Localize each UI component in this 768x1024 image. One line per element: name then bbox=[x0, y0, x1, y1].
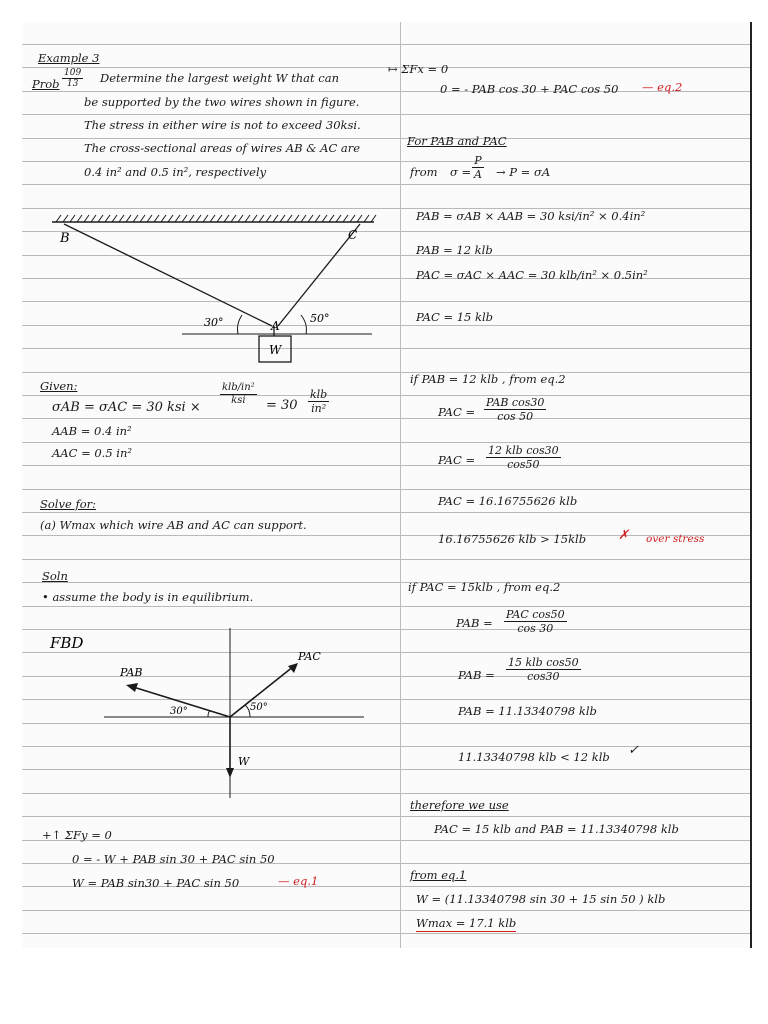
case2-compare: 11.13340798 klb < 12 klb bbox=[458, 750, 610, 764]
problem-line-1: Determine the largest weight W that can bbox=[100, 71, 339, 85]
hatch-mark bbox=[182, 215, 187, 222]
ruled-line bbox=[22, 489, 750, 490]
case2-fraction-2: 15 klb cos50 cos30 bbox=[508, 656, 579, 683]
case1-compare: 16.16755626 klb > 15klb bbox=[438, 532, 587, 546]
ruled-line bbox=[22, 114, 750, 115]
hatch-mark bbox=[273, 215, 278, 222]
hatch-mark bbox=[301, 215, 306, 222]
hatch-mark bbox=[189, 215, 194, 222]
ruled-line bbox=[22, 606, 750, 607]
hatch-mark bbox=[364, 215, 369, 222]
hatch-mark bbox=[112, 215, 117, 222]
angle-arc-left bbox=[238, 315, 243, 334]
sum-fx: ↦ ΣFx = 0 bbox=[388, 62, 449, 76]
for-heading: For PAB and PAC bbox=[407, 134, 507, 148]
case1-fraction-2: 12 klb cos30 cos50 bbox=[488, 444, 559, 471]
hatch-mark bbox=[91, 215, 96, 222]
hatch-mark bbox=[196, 215, 201, 222]
notebook-page bbox=[22, 22, 752, 948]
hatch-mark bbox=[322, 215, 327, 222]
w-calculation: W = (11.13340798 sin 30 + 15 sin 50 ) klb bbox=[416, 892, 666, 906]
free-body-diagram bbox=[42, 622, 372, 802]
hatch-mark bbox=[245, 215, 250, 222]
hatch-mark bbox=[126, 215, 131, 222]
ruled-line bbox=[22, 91, 750, 92]
case1-pac-label-2: PAC = bbox=[438, 453, 476, 467]
hatch-mark bbox=[210, 215, 215, 222]
fbd-w: W bbox=[238, 755, 250, 768]
hatch-mark bbox=[154, 215, 159, 222]
case1-condition: if PAB = 12 klb , from eq.2 bbox=[410, 372, 566, 386]
eq2-tag: — eq.2 bbox=[642, 80, 683, 94]
hatch-mark bbox=[224, 215, 229, 222]
ruled-line bbox=[22, 512, 750, 513]
ruled-line bbox=[22, 535, 750, 536]
example-title: Example 3 bbox=[38, 51, 100, 65]
hatch-mark bbox=[252, 215, 257, 222]
solve-heading: Solve for: bbox=[40, 497, 96, 511]
wire-ab bbox=[64, 224, 272, 326]
fbd-arc-left bbox=[208, 711, 210, 717]
hatch-mark bbox=[140, 215, 145, 222]
check-mark: ✓ bbox=[628, 743, 639, 758]
hatch-mark bbox=[70, 215, 75, 222]
prob-number: $\frac{109}{13}$ bbox=[64, 68, 82, 89]
sigma-eq: σ = bbox=[450, 165, 472, 179]
case2-pab-label: PAB = bbox=[456, 616, 493, 630]
hatch-mark bbox=[147, 215, 152, 222]
hatch-mark bbox=[350, 215, 355, 222]
ruled-line bbox=[22, 161, 750, 162]
hatch-mark bbox=[203, 215, 208, 222]
hatch-mark bbox=[294, 215, 299, 222]
label-b: B bbox=[60, 231, 70, 246]
equation-2: 0 = - PAB cos 30 + PAC cos 50 bbox=[440, 82, 619, 96]
angle-30: 30° bbox=[204, 316, 224, 329]
ruled-line bbox=[22, 816, 750, 817]
hatch-mark bbox=[56, 215, 61, 222]
hatch-mark bbox=[238, 215, 243, 222]
pac-value: PAC = 15 klb bbox=[416, 310, 494, 324]
given-heading: Given: bbox=[40, 379, 78, 393]
w-arrowhead bbox=[226, 768, 234, 778]
pac-formula: PAC = σAC × AAC = 30 klb/in² × 0.5in² bbox=[416, 268, 648, 282]
solve-item: (a) Wmax which wire AB and AC can support. bbox=[40, 518, 307, 532]
hatch-mark bbox=[259, 215, 264, 222]
case1-result: PAC = 16.16755626 klb bbox=[438, 494, 578, 508]
overstress-note: over stress bbox=[646, 533, 705, 545]
hatch-mark bbox=[63, 215, 68, 222]
hatch-mark bbox=[161, 215, 166, 222]
from-eq1: from eq.1 bbox=[410, 868, 467, 882]
ruled-line bbox=[22, 44, 750, 45]
cross-mark: ✗ bbox=[618, 528, 629, 543]
hatch-mark bbox=[98, 215, 103, 222]
label-c: C bbox=[348, 228, 358, 242]
hatch-mark bbox=[105, 215, 110, 222]
hatch-mark bbox=[357, 215, 362, 222]
unit-conversion-fraction: klb/in² ksi bbox=[222, 382, 255, 406]
problem-line-2: be supported by the two wires shown in figure. bbox=[84, 95, 360, 109]
hatch-mark bbox=[280, 215, 285, 222]
label-a: A bbox=[271, 319, 280, 333]
case1-fraction-1: PAB cos30 cos 50 bbox=[486, 396, 545, 423]
hatch-mark bbox=[336, 215, 341, 222]
given-aab: AAB = 0.4 in² bbox=[52, 424, 132, 438]
ruled-line bbox=[22, 442, 750, 443]
hatch-mark bbox=[343, 215, 348, 222]
angle-arc-right bbox=[301, 315, 306, 334]
hatch-mark bbox=[119, 215, 124, 222]
hatch-mark bbox=[175, 215, 180, 222]
case2-condition: if PAC = 15klb , from eq.2 bbox=[408, 580, 561, 594]
assume-line: • assume the body is in equilibrium. bbox=[42, 590, 254, 604]
ruled-line bbox=[22, 559, 750, 560]
case2-fraction-1: PAC cos50 cos 30 bbox=[506, 608, 565, 635]
ruled-line bbox=[22, 465, 750, 466]
center-margin-line bbox=[400, 22, 401, 948]
pac-arrowhead bbox=[288, 663, 298, 673]
fbd-angle-50: 50° bbox=[250, 702, 268, 713]
p-over-a-fraction: $\frac{P}{A}$ bbox=[474, 154, 482, 181]
ruled-line bbox=[22, 395, 750, 396]
hatch-mark bbox=[266, 215, 271, 222]
equation-1b: W = PAB sin30 + PAC sin 50 bbox=[72, 876, 240, 890]
ruled-line bbox=[22, 910, 750, 911]
label-w: W bbox=[269, 343, 282, 357]
sum-fy: +↑ ΣFy = 0 bbox=[42, 828, 112, 842]
case2-pab-label-2: PAB = bbox=[458, 668, 495, 682]
equation-1a: 0 = - W + PAB sin 30 + PAC sin 50 bbox=[72, 852, 275, 866]
ruled-line bbox=[22, 372, 750, 373]
hatch-mark bbox=[231, 215, 236, 222]
ruled-line bbox=[22, 582, 750, 583]
hatch-mark bbox=[133, 215, 138, 222]
from-label: from bbox=[410, 165, 438, 179]
eq1-tag: — eq.1 bbox=[278, 874, 319, 888]
hatch-mark bbox=[217, 215, 222, 222]
klb-per-in2-fraction: klb in² bbox=[310, 388, 328, 415]
problem-line-3: The stress in either wire is not to exceed 30ksi. bbox=[84, 118, 361, 132]
ruled-line bbox=[22, 184, 750, 185]
ruled-line bbox=[22, 138, 750, 139]
wire-figure bbox=[42, 202, 382, 372]
pab-value: PAB = 12 klb bbox=[416, 243, 493, 257]
angle-50: 50° bbox=[310, 312, 330, 325]
pab-arrowhead bbox=[126, 683, 138, 692]
hatch-mark bbox=[287, 215, 292, 222]
p-equals-sigma-a: → P = σA bbox=[496, 165, 551, 179]
ceiling-hatch bbox=[56, 215, 376, 222]
hatch-mark bbox=[308, 215, 313, 222]
hatch-mark bbox=[371, 215, 376, 222]
fbd-label: FBD bbox=[50, 634, 84, 652]
final-values: PAC = 15 klb and PAB = 11.13340798 klb bbox=[434, 822, 679, 836]
case2-result: PAB = 11.13340798 klb bbox=[458, 704, 597, 718]
hatch-mark bbox=[168, 215, 173, 222]
ruled-line bbox=[22, 840, 750, 841]
hatch-mark bbox=[329, 215, 334, 222]
given-stress: σAB = σAC = 30 ksi × bbox=[52, 400, 201, 415]
ruled-line bbox=[22, 67, 750, 68]
ruled-line bbox=[22, 933, 750, 934]
fbd-angle-30: 30° bbox=[170, 706, 188, 717]
pab-formula: PAB = σAB × AAB = 30 ksi/in² × 0.4in² bbox=[416, 209, 646, 223]
hatch-mark bbox=[315, 215, 320, 222]
hatch-mark bbox=[84, 215, 89, 222]
soln-heading: Soln bbox=[42, 569, 68, 583]
problem-line-5: 0.4 in² and 0.5 in², respectively bbox=[84, 165, 267, 179]
therefore-line: therefore we use bbox=[410, 798, 509, 812]
ruled-line bbox=[22, 418, 750, 419]
given-aac: AAC = 0.5 in² bbox=[52, 446, 132, 460]
hatch-mark bbox=[77, 215, 82, 222]
case1-pac-label: PAC = bbox=[438, 405, 476, 419]
prob-label: Prob bbox=[32, 77, 60, 91]
fbd-pac: PAC bbox=[298, 650, 321, 663]
fbd-pab: PAB bbox=[120, 666, 143, 679]
wmax-result: Wmax = 17.1 klb bbox=[416, 916, 517, 930]
problem-line-4: The cross-sectional areas of wires AB & AC are bbox=[84, 141, 361, 155]
given-stress-result: = 30 bbox=[266, 398, 298, 413]
